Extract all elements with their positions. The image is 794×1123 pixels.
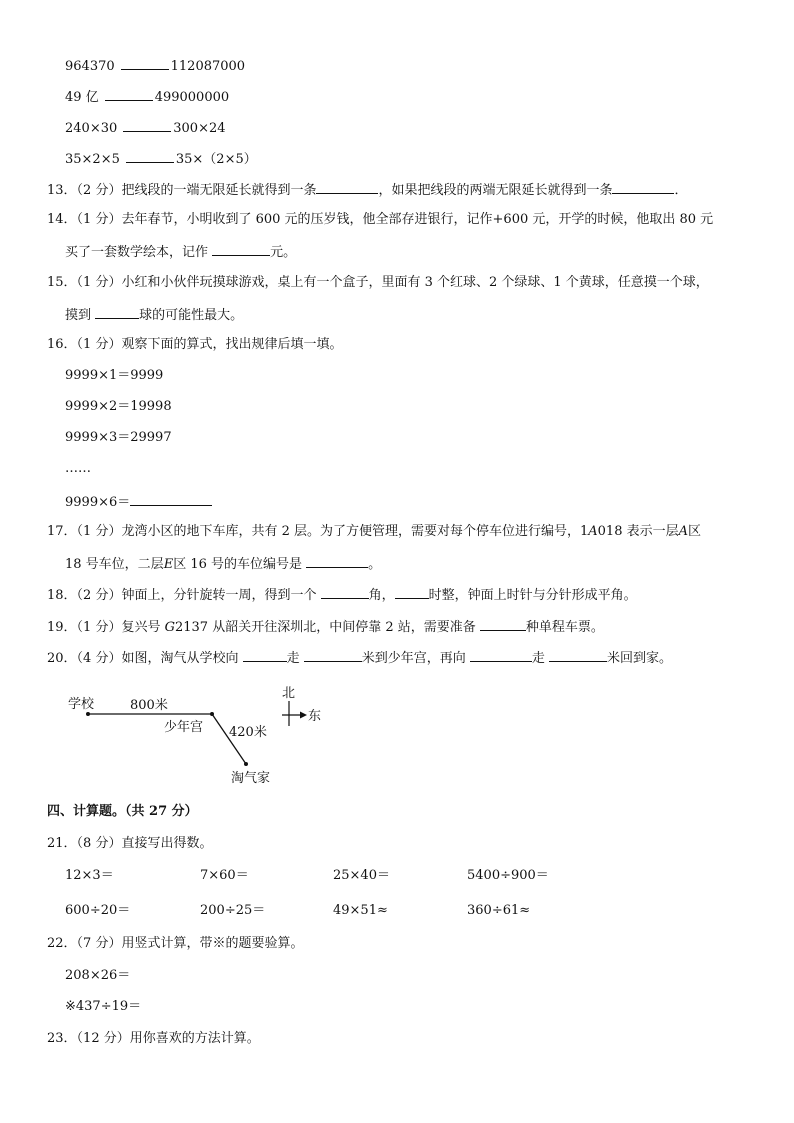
palace-label: 少年宫 [164,720,204,735]
question-score: （2 分） [76,183,122,198]
question-number: 17． [47,524,77,539]
question-text: 2137 从韶关开往深圳北，中间停靠 2 站，需要准备 [174,620,480,635]
east-label: 东 [308,709,322,724]
calc-item: ※437÷19＝ [65,999,142,1014]
question-text: ，如果把线段的两端无限延长就得到一条 [378,183,613,198]
question-score: （4 分） [76,651,122,666]
school-label: 学校 [68,697,95,712]
question-text: 区 16 号的车位编号是 [173,557,307,572]
question-number: 19． [47,620,77,635]
question-text: 把线段的一端无限延长就得到一条 [121,183,317,198]
compare-left: 35×2×5 [65,152,120,167]
question-score: （1 分） [76,620,122,635]
question-text: 区 [688,524,702,539]
question-score: （1 分） [76,524,122,539]
question-number: 15． [47,275,77,290]
calc-item: 600÷20＝ [65,903,131,918]
italic-letter: G [164,620,175,635]
question-text: 元。 [270,245,297,260]
question-number: 13． [47,183,77,198]
distance-label-800: 800米 [130,698,168,713]
question-text: ． [674,183,688,198]
question-score: （8 分） [76,836,122,851]
calc-item: 5400÷900＝ [467,868,549,883]
calc-item: 49×51≈ [333,903,388,918]
question-score: （1 分） [76,337,122,352]
question-score: （2 分） [76,588,122,603]
italic-letter: A [678,524,688,539]
italic-letter: E [163,557,174,572]
question-text: 龙湾小区的地下车库，共有 2 层。为了方便管理，需要对每个停车位进行编号，1 [121,524,589,539]
school-point [86,712,90,716]
equation: 9999×2＝19998 [65,399,172,414]
question-text: 球的可能性最大。 [139,308,244,323]
question-score: （12 分） [76,1031,130,1046]
question-number: 16． [47,337,77,352]
equation: 9999×3＝29997 [65,430,172,445]
question-text: 米到少年宫，再向 [361,651,470,666]
compare-right: 499000000 [154,90,230,105]
question-text: 18 号车位，二层 [65,557,164,572]
question-text: 钟面上，分针旋转一周，得到一个 [121,588,321,603]
question-number: 23． [47,1031,77,1046]
compare-left: 49 亿 [65,90,99,105]
question-text: 直接写出得数。 [121,836,213,851]
question-text: 用竖式计算，带※的题要验算。 [121,936,304,951]
question-score: （1 分） [76,212,122,227]
calc-item: 12×3＝ [65,868,114,883]
question-number: 14． [47,212,77,227]
compass-icon [282,701,307,726]
section-heading: 四、计算题。（共 27 分） [47,804,198,819]
question-text: 时整，钟面上时针与分针形成平角。 [428,588,637,603]
question-text: 。 [368,557,382,572]
equation: 9999×6＝ [65,495,131,510]
question-score: （7 分） [76,936,122,951]
home-point [244,762,248,766]
compare-right: 35×（2×5） [175,152,257,167]
italic-letter: A [588,524,598,539]
question-number: 20． [47,651,77,666]
ellipsis: …… [65,461,91,476]
compare-left: 240×30 [65,121,118,136]
question-text: 去年春节，小明收到了 600 元的压岁钱，他全部存进银行，记作+600 元，开学的时候，他取出 80 元 [121,212,714,227]
calc-item: 7×60＝ [200,868,249,883]
question-number: 21． [47,836,77,851]
home-label: 淘气家 [231,771,271,786]
question-text: 走 [531,651,550,666]
equation: 9999×1＝9999 [65,368,164,383]
question-text: 018 表示一层 [597,524,679,539]
question-number: 22． [47,936,77,951]
question-text: 走 [286,651,304,666]
question-text: 摸到 [65,308,96,323]
question-23 [47,1031,260,1047]
question-score: （1 分） [76,275,122,290]
north-label: 北 [282,686,296,701]
calc-item: 200÷25＝ [200,903,266,918]
compare-left: 964370 [65,59,115,74]
calc-item: 208×26＝ [65,968,131,983]
question-text: 用你喜欢的方法计算。 [129,1031,260,1046]
question-text: 种单程车票。 [525,620,604,635]
distance-label-420: 420米 [229,725,267,740]
question-text: 买了一套数学绘本，记作 [65,245,213,260]
question-text: 复兴号 [121,620,165,635]
question-number: 18． [47,588,77,603]
question-22 [47,936,303,952]
question-21 [47,836,212,852]
question-text: 米回到家。 [607,651,673,666]
compare-right: 112087000 [170,59,246,74]
palace-point [210,712,214,716]
calc-item: 360÷61≈ [467,903,531,918]
compare-right: 300×24 [173,121,226,136]
calc-item: 25×40＝ [333,868,390,883]
question-text: 观察下面的算式，找出规律后填一填。 [121,337,343,352]
question-text: 角， [368,588,395,603]
question-text: 小红和小伙伴玩摸球游戏，桌上有一个盒子，里面有 3 个红球、2 个绿球、1 个黄球，任意摸一个球， [121,275,709,290]
question-text: 如图，淘气从学校向 [121,651,243,666]
